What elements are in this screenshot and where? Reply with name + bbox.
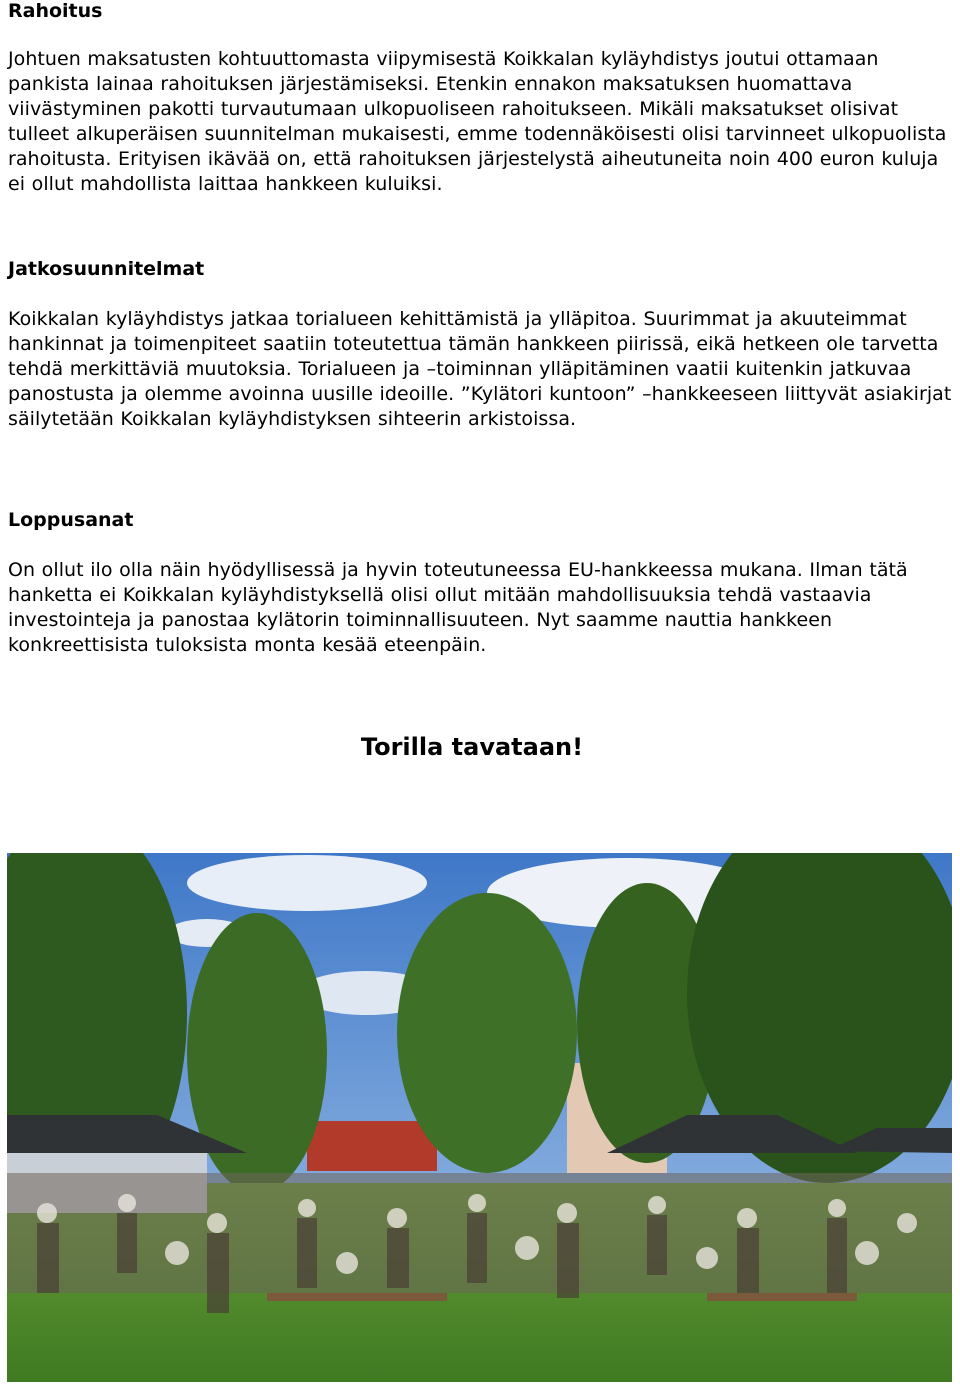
heading-jatkosuunnitelmat: Jatkosuunnitelmat bbox=[8, 258, 205, 280]
heading-rahoitus: Rahoitus bbox=[8, 0, 103, 22]
paragraph-loppusanat: On ollut ilo olla näin hyödyllisessä ja hyvin toteutuneessa EU-hankkeessa mukana. Ilman tätä hanketta ei Koikkalan kyläyhdistyksellä olisi ollut mitään mahdollisuuksia tehdä vastaavia investointeja ja panostaa kylätorin toiminnallisuuteen. Nyt saamme nauttia hankkeen konkreettisista tuloksista monta kesää eteenpäin. bbox=[8, 559, 908, 656]
heading-loppusanat: Loppusanat bbox=[8, 509, 134, 531]
paragraph-jatkosuunnitelmat: Koikkalan kyläyhdistys jatkaa torialueen kehittämistä ja ylläpitoa. Suurimmat ja akuuteimmat hankinnat ja toimenpiteet saatiin toteutettua tämän hankkeen piirissä, eikä hetkeen ole tarvetta tehdä merkittäviä muutoksia. Torialueen ja –toiminnan ylläpitäminen vaatii kuitenkin jatkuvaa panostusta ja olemme avoinna uusille ideoille. ”Kylätori kuntoon” –hankkeeseen liittyvät asiakirjat säilytetään Koikkalan kyläyhdistyksen sihteerin arkistoissa. bbox=[8, 308, 952, 430]
crowd-photo bbox=[7, 853, 952, 1382]
photo-illustration-icon bbox=[7, 853, 952, 1382]
closing-text: Torilla tavataan! bbox=[360, 733, 584, 761]
closing-slogan bbox=[0, 733, 952, 761]
paragraph-rahoitus: Johtuen maksatusten kohtuuttomasta viipymisestä Koikkalan kyläyhdistys joutui ottamaan pankista lainaa rahoituksen järjestämiseksi. Etenkin ennakon maksatuksen huomattava viivästyminen pakotti turvautumaan ulkopuoliseen rahoitukseen. Mikäli maksatukset olisivat tulleet alkuperäisen suunnitelman mukaisesti, emme todennäköisesti olisi tarvinneet ulkopuolista rahoitusta. Erityisen ikävää on, että rahoituksen järjestelystä aiheutuneita noin 400 euron kuluja ei ollut mahdollista laittaa hankkeen kuluiksi. bbox=[8, 48, 947, 195]
